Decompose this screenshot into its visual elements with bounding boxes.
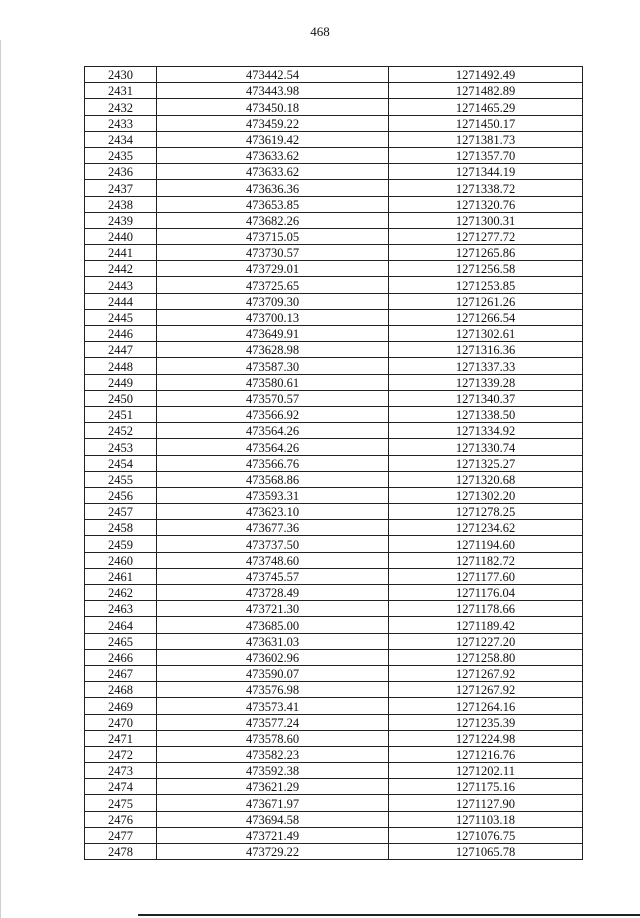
y-coordinate-cell: 1271189.42	[389, 617, 583, 633]
table-row	[85, 83, 583, 99]
y-coordinate-cell: 1271235.39	[389, 714, 583, 730]
table-row	[85, 520, 583, 536]
x-coordinate-cell: 473633.62	[157, 164, 389, 180]
y-coordinate-cell: 1271216.76	[389, 746, 583, 762]
table-row	[85, 536, 583, 552]
point-number-cell: 2468	[85, 682, 157, 698]
point-number-cell: 2463	[85, 601, 157, 617]
y-coordinate-cell: 1271320.68	[389, 471, 583, 487]
x-coordinate-cell: 473628.98	[157, 342, 389, 358]
table-row	[85, 147, 583, 163]
table-row	[85, 439, 583, 455]
y-coordinate-cell: 1271316.36	[389, 342, 583, 358]
y-coordinate-cell: 1271227.20	[389, 633, 583, 649]
y-coordinate-cell: 1271177.60	[389, 568, 583, 584]
y-coordinate-cell: 1271234.62	[389, 520, 583, 536]
point-number-cell: 2443	[85, 277, 157, 293]
point-number-cell: 2441	[85, 245, 157, 261]
table-row	[85, 164, 583, 180]
point-number-cell: 2469	[85, 698, 157, 714]
x-coordinate-cell: 473459.22	[157, 115, 389, 131]
table-row	[85, 180, 583, 196]
y-coordinate-cell: 1271302.20	[389, 487, 583, 503]
y-coordinate-cell: 1271202.11	[389, 763, 583, 779]
table-row	[85, 406, 583, 422]
y-coordinate-cell: 1271103.18	[389, 811, 583, 827]
x-coordinate-cell: 473592.38	[157, 763, 389, 779]
point-number-cell: 2446	[85, 326, 157, 342]
y-coordinate-cell: 1271277.72	[389, 228, 583, 244]
table-row	[85, 649, 583, 665]
x-coordinate-cell: 473721.30	[157, 601, 389, 617]
y-coordinate-cell: 1271182.72	[389, 552, 583, 568]
x-coordinate-cell: 473709.30	[157, 293, 389, 309]
point-number-cell: 2445	[85, 309, 157, 325]
y-coordinate-cell: 1271330.74	[389, 439, 583, 455]
point-number-cell: 2436	[85, 164, 157, 180]
y-coordinate-cell: 1271320.76	[389, 196, 583, 212]
x-coordinate-cell: 473636.36	[157, 180, 389, 196]
x-coordinate-cell: 473568.86	[157, 471, 389, 487]
y-coordinate-cell: 1271264.16	[389, 698, 583, 714]
x-coordinate-cell: 473621.29	[157, 779, 389, 795]
table-row	[85, 633, 583, 649]
x-coordinate-cell: 473566.76	[157, 455, 389, 471]
point-number-cell: 2439	[85, 212, 157, 228]
table-row	[85, 115, 583, 131]
y-coordinate-cell: 1271334.92	[389, 423, 583, 439]
table-row	[85, 568, 583, 584]
point-number-cell: 2437	[85, 180, 157, 196]
coordinates-table-body	[85, 67, 583, 860]
table-row	[85, 390, 583, 406]
point-number-cell: 2471	[85, 730, 157, 746]
x-coordinate-cell: 473576.98	[157, 682, 389, 698]
x-coordinate-cell: 473577.24	[157, 714, 389, 730]
point-number-cell: 2474	[85, 779, 157, 795]
table-row	[85, 131, 583, 147]
y-coordinate-cell: 1271076.75	[389, 827, 583, 843]
table-row	[85, 763, 583, 779]
point-number-cell: 2450	[85, 390, 157, 406]
y-coordinate-cell: 1271256.58	[389, 261, 583, 277]
y-coordinate-cell: 1271267.92	[389, 665, 583, 681]
point-number-cell: 2465	[85, 633, 157, 649]
point-number-cell: 2475	[85, 795, 157, 811]
x-coordinate-cell: 473728.49	[157, 585, 389, 601]
x-coordinate-cell: 473725.65	[157, 277, 389, 293]
point-number-cell: 2453	[85, 439, 157, 455]
table-row	[85, 326, 583, 342]
table-row	[85, 374, 583, 390]
point-number-cell: 2435	[85, 147, 157, 163]
point-number-cell: 2478	[85, 844, 157, 860]
x-coordinate-cell: 473443.98	[157, 83, 389, 99]
y-coordinate-cell: 1271381.73	[389, 131, 583, 147]
point-number-cell: 2448	[85, 358, 157, 374]
x-coordinate-cell: 473573.41	[157, 698, 389, 714]
scan-edge-line	[0, 40, 1, 918]
table-row	[85, 309, 583, 325]
point-number-cell: 2431	[85, 83, 157, 99]
point-number-cell: 2461	[85, 568, 157, 584]
point-number-cell: 2460	[85, 552, 157, 568]
x-coordinate-cell: 473730.57	[157, 245, 389, 261]
y-coordinate-cell: 1271194.60	[389, 536, 583, 552]
x-coordinate-cell: 473682.26	[157, 212, 389, 228]
table-row	[85, 698, 583, 714]
y-coordinate-cell: 1271338.50	[389, 406, 583, 422]
x-coordinate-cell: 473721.49	[157, 827, 389, 843]
point-number-cell: 2434	[85, 131, 157, 147]
point-number-cell: 2459	[85, 536, 157, 552]
point-number-cell: 2466	[85, 649, 157, 665]
x-coordinate-cell: 473602.96	[157, 649, 389, 665]
y-coordinate-cell: 1271278.25	[389, 504, 583, 520]
table-row	[85, 827, 583, 843]
point-number-cell: 2473	[85, 763, 157, 779]
table-row	[85, 714, 583, 730]
point-number-cell: 2440	[85, 228, 157, 244]
x-coordinate-cell: 473570.57	[157, 390, 389, 406]
x-coordinate-cell: 473700.13	[157, 309, 389, 325]
x-coordinate-cell: 473745.57	[157, 568, 389, 584]
table-row	[85, 601, 583, 617]
table-row	[85, 552, 583, 568]
y-coordinate-cell: 1271258.80	[389, 649, 583, 665]
table-row	[85, 504, 583, 520]
x-coordinate-cell: 473450.18	[157, 99, 389, 115]
x-coordinate-cell: 473677.36	[157, 520, 389, 536]
point-number-cell: 2464	[85, 617, 157, 633]
table-row	[85, 585, 583, 601]
point-number-cell: 2472	[85, 746, 157, 762]
y-coordinate-cell: 1271253.85	[389, 277, 583, 293]
table-row	[85, 342, 583, 358]
point-number-cell: 2456	[85, 487, 157, 503]
x-coordinate-cell: 473564.26	[157, 439, 389, 455]
point-number-cell: 2451	[85, 406, 157, 422]
y-coordinate-cell: 1271482.89	[389, 83, 583, 99]
point-number-cell: 2452	[85, 423, 157, 439]
table-row	[85, 682, 583, 698]
x-coordinate-cell: 473590.07	[157, 665, 389, 681]
x-coordinate-cell: 473729.01	[157, 261, 389, 277]
point-number-cell: 2470	[85, 714, 157, 730]
y-coordinate-cell: 1271450.17	[389, 115, 583, 131]
table-row	[85, 811, 583, 827]
table-row	[85, 358, 583, 374]
x-coordinate-cell: 473694.58	[157, 811, 389, 827]
y-coordinate-cell: 1271337.33	[389, 358, 583, 374]
y-coordinate-cell: 1271267.92	[389, 682, 583, 698]
x-coordinate-cell: 473653.85	[157, 196, 389, 212]
x-coordinate-cell: 473737.50	[157, 536, 389, 552]
table-row	[85, 196, 583, 212]
y-coordinate-cell: 1271175.16	[389, 779, 583, 795]
table-row	[85, 779, 583, 795]
x-coordinate-cell: 473631.03	[157, 633, 389, 649]
table-row	[85, 261, 583, 277]
point-number-cell: 2438	[85, 196, 157, 212]
y-coordinate-cell: 1271325.27	[389, 455, 583, 471]
point-number-cell: 2444	[85, 293, 157, 309]
point-number-cell: 2476	[85, 811, 157, 827]
point-number-cell: 2442	[85, 261, 157, 277]
y-coordinate-cell: 1271344.19	[389, 164, 583, 180]
y-coordinate-cell: 1271302.61	[389, 326, 583, 342]
x-coordinate-cell: 473715.05	[157, 228, 389, 244]
table-row	[85, 487, 583, 503]
x-coordinate-cell: 473564.26	[157, 423, 389, 439]
table-row	[85, 795, 583, 811]
table-row	[85, 746, 583, 762]
y-coordinate-cell: 1271127.90	[389, 795, 583, 811]
point-number-cell: 2455	[85, 471, 157, 487]
x-coordinate-cell: 473623.10	[157, 504, 389, 520]
point-number-cell: 2457	[85, 504, 157, 520]
table-row	[85, 67, 583, 83]
y-coordinate-cell: 1271357.70	[389, 147, 583, 163]
point-number-cell: 2449	[85, 374, 157, 390]
x-coordinate-cell: 473671.97	[157, 795, 389, 811]
point-number-cell: 2462	[85, 585, 157, 601]
point-number-cell: 2458	[85, 520, 157, 536]
x-coordinate-cell: 473633.62	[157, 147, 389, 163]
table-row	[85, 455, 583, 471]
x-coordinate-cell: 473619.42	[157, 131, 389, 147]
y-coordinate-cell: 1271266.54	[389, 309, 583, 325]
y-coordinate-cell: 1271265.86	[389, 245, 583, 261]
x-coordinate-cell: 473587.30	[157, 358, 389, 374]
table-row	[85, 844, 583, 860]
y-coordinate-cell: 1271224.98	[389, 730, 583, 746]
table-row	[85, 99, 583, 115]
x-coordinate-cell: 473580.61	[157, 374, 389, 390]
point-number-cell: 2430	[85, 67, 157, 83]
table-row	[85, 730, 583, 746]
point-number-cell: 2477	[85, 827, 157, 843]
x-coordinate-cell: 473566.92	[157, 406, 389, 422]
x-coordinate-cell: 473578.60	[157, 730, 389, 746]
y-coordinate-cell: 1271300.31	[389, 212, 583, 228]
x-coordinate-cell: 473748.60	[157, 552, 389, 568]
point-number-cell: 2433	[85, 115, 157, 131]
table-row	[85, 423, 583, 439]
y-coordinate-cell: 1271178.66	[389, 601, 583, 617]
table-row	[85, 617, 583, 633]
y-coordinate-cell: 1271261.26	[389, 293, 583, 309]
coordinates-table	[84, 66, 583, 860]
table-row	[85, 277, 583, 293]
table-row	[85, 212, 583, 228]
point-number-cell: 2454	[85, 455, 157, 471]
table-row	[85, 293, 583, 309]
page-number: 468	[310, 24, 330, 39]
x-coordinate-cell: 473729.22	[157, 844, 389, 860]
y-coordinate-cell: 1271065.78	[389, 844, 583, 860]
point-number-cell: 2447	[85, 342, 157, 358]
y-coordinate-cell: 1271338.72	[389, 180, 583, 196]
point-number-cell: 2467	[85, 665, 157, 681]
table-row	[85, 665, 583, 681]
y-coordinate-cell: 1271339.28	[389, 374, 583, 390]
y-coordinate-cell: 1271176.04	[389, 585, 583, 601]
x-coordinate-cell: 473649.91	[157, 326, 389, 342]
page-bottom-rule	[138, 914, 640, 916]
y-coordinate-cell: 1271465.29	[389, 99, 583, 115]
y-coordinate-cell: 1271340.37	[389, 390, 583, 406]
table-row	[85, 471, 583, 487]
x-coordinate-cell: 473685.00	[157, 617, 389, 633]
table-row	[85, 228, 583, 244]
x-coordinate-cell: 473582.23	[157, 746, 389, 762]
x-coordinate-cell: 473593.31	[157, 487, 389, 503]
point-number-cell: 2432	[85, 99, 157, 115]
x-coordinate-cell: 473442.54	[157, 67, 389, 83]
table-row	[85, 245, 583, 261]
y-coordinate-cell: 1271492.49	[389, 67, 583, 83]
